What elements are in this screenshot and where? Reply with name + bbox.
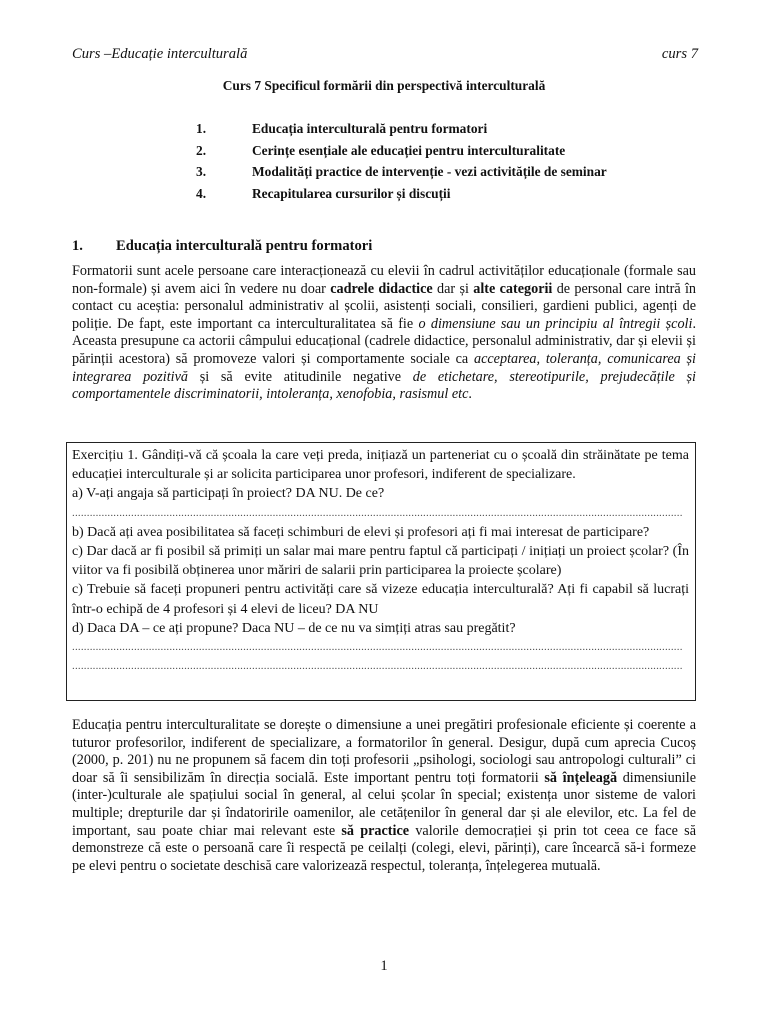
toc-item-number: 1. — [196, 121, 207, 136]
question-c1: c) Dar dacă ar fi posibil să primiți un salar mai mare pentru faptul că participați / inițiați un proiect școlar? (În viitor va fi posibilă obținerea unor măriri de salarii prin participarea la proiecte școlare) — [72, 544, 689, 579]
exercise-intro: Exercițiu 1. Gândiți-vă că școala la care veți preda, inițiază un parteneriat cu o școală din străinătate pe tema educației interculturale și ar solicita participarea unor profesori, indiferent de specializare. — [72, 448, 689, 483]
answer-line: ............................................................................................................................................................................................................... — [72, 660, 683, 673]
toc-item — [196, 161, 607, 183]
toc-item-text: Modalități practice de intervenție - vezi activitățile de seminar — [252, 164, 607, 179]
text-run: Formatorii sunt acele persoane care interacționează cu elevii în cadrul activităților educaționale (formale sau non-formale) și avem aici în vedere nu doar — [72, 263, 696, 297]
section-title: Educația interculturală pentru formatori — [116, 238, 373, 254]
bold-term: să înțeleagă — [544, 769, 618, 786]
text-run: . — [468, 386, 472, 403]
bold-term: alte categorii — [473, 280, 553, 297]
bold-term: cadrele didactice — [330, 280, 433, 297]
text-run: Educația pentru interculturalitate se dorește o dimensiune a unei pregătiri profesionale eficiente și coerente a tuturor profesorilor, indiferent de specializare, a formatorilor în general. Desigur, după cum aprecia Cucoș (2000, p. 201) nu ne propunem să facem din toți profesorii „psihologi, sociologi sau antropologi culturali” ci doar să îi sensibilizăm în direcția socială. Este important pentru toți formatorii — [72, 717, 696, 786]
running-header — [72, 46, 698, 63]
text-run: de personal care intră în contact cu aceștia: personalul administrativ al școlii, asistenți sociali, consilieri, gardieni publici, agenți de poliție. De fapt, este important ca interculturalitatea să fie — [72, 280, 697, 332]
toc-item — [196, 183, 607, 205]
text-run: și să evite atitudinile negative — [188, 368, 413, 385]
italic-term: o dimensiune sau un principiu al întregii școli — [418, 315, 693, 332]
question-c2: c) Trebuie să faceți propuneri pentru activități care să vizeze educația interculturală? Ați fi capabil să lucrați într-o echipă de 4 profesori și 4 elevi de liceu? DA NU — [72, 582, 689, 617]
text-run: dar și — [432, 280, 474, 297]
exercise-box — [66, 442, 696, 701]
answer-line: ............................................................................................................................................................................................................... — [72, 506, 683, 519]
answer-line: ............................................................................................................................................................................................................... — [72, 641, 683, 654]
toc-item-number: 4. — [196, 185, 207, 201]
paragraph-formatori — [72, 263, 696, 404]
question-d: d) Daca DA – ce ați propune? Daca NU – de ce nu va simțiți atras sau pregătit? — [72, 620, 516, 636]
question-a: a) V-ați angaja să participați în proiect? DA NU. De ce? — [72, 486, 385, 502]
header-course-title: Curs –Educație interculturală — [72, 46, 248, 62]
section-number: 1. — [72, 238, 83, 254]
text-run: dimensiunile (inter-)culturale ale spațiului social în general, al celui școlar în special; existența unor sisteme de valori multiple; drepturile dar și îndatoririle oamenilor, ale cetățenilor în general dar și ale elevilor, etc. La fel de important, sau poate chiar mai relevant este — [72, 769, 696, 839]
toc-item-text: Cerințe esențiale ale educației pentru interculturalitate — [252, 142, 566, 158]
paragraph-educatie — [72, 717, 696, 875]
text-run: . Aceasta presupune ca actorii câmpului educațional (cadrele didactice, personalul administrativ, dar și elevii și părinții acestora) să promoveze valori și comportamente sociale ca — [72, 315, 696, 367]
table-of-contents — [196, 118, 607, 204]
toc-item-number: 3. — [196, 164, 207, 179]
toc-item-text: Educația interculturală pentru formatori — [252, 121, 488, 136]
toc-item — [196, 140, 607, 162]
toc-item — [196, 118, 607, 140]
text-run: valorile democrației și prin tot ceea ce face să demonstreze că este o persoană care îi respectă pe ceilalți (colegi, elevi, părinți), care încearcă să-i formeze pe elevi pentru o societate deschisă care valorizează respectul, toleranța, înțelegerea mutuală. — [72, 822, 696, 874]
header-course-number: curs 7 — [661, 46, 698, 62]
question-b: b) Dacă ați avea posibilitatea să faceți schimburi de elevi și profesori ați fi mai interesat de participare? — [72, 524, 650, 540]
section-heading — [72, 238, 372, 255]
bold-term: să practice — [341, 822, 410, 839]
page-title: Curs 7 Specificul formării din perspectivă interculturală — [222, 78, 546, 93]
toc-item-text: Recapitularea cursurilor și discuții — [252, 185, 451, 201]
italic-term: de etichetare, stereotipurile, prejudecățile și comportamentele discriminatorii, intoleranța, xenofobia, rasismul etc — [72, 368, 696, 403]
page-number: 1 — [380, 958, 388, 974]
toc-item-number: 2. — [196, 142, 207, 158]
italic-term: acceptarea, toleranța, comunicarea și integrarea pozitivă — [72, 350, 696, 385]
